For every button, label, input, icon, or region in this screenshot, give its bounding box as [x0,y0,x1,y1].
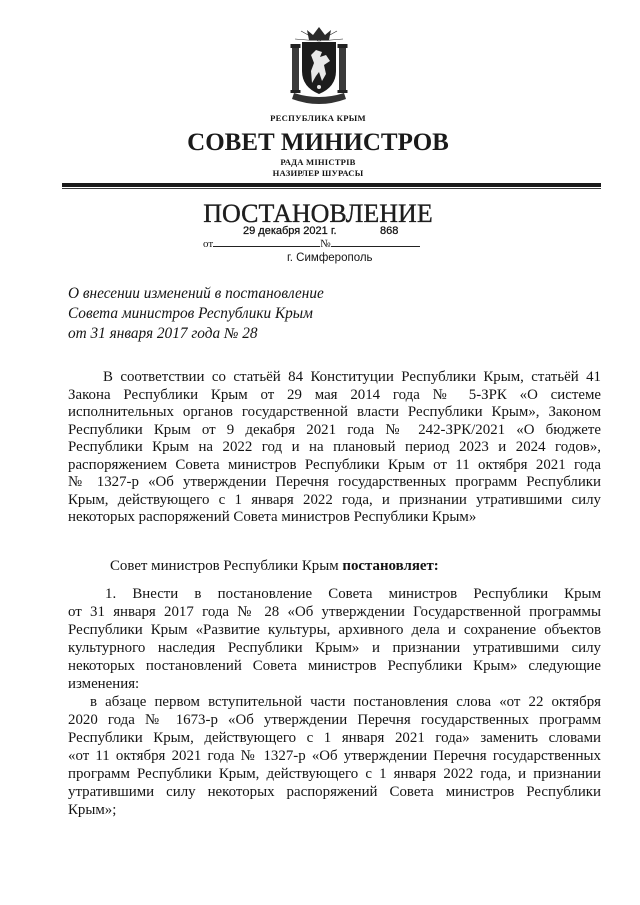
resolution-verb: постановляет: [342,558,439,574]
preamble-line: В соответствии со статьёй 84 Конституции Республики Крым, статьёй 41 [103,369,601,385]
item-1-change-line: в абзаце первом вступительной части постановления слова «от 22 октября [90,694,601,710]
preamble-line: некоторых распоряжений Совета министров Республики Крым» [68,509,477,525]
stamp-number: 868 [380,225,399,237]
from-label: от [203,238,214,250]
number-label: № [320,238,331,250]
item-1-line: изменения: [68,676,140,692]
resolution-lead: Совет министров Республики Крым [110,558,343,574]
preamble-line: Республики Крым на 2022 год и на плановый период 2023 и 2024 годов», [68,439,601,455]
date-blank-line [213,237,320,247]
stamp-date: 29 декабря 2021 г. [243,225,337,237]
subject-line: от 31 января 2017 года № 28 [68,325,258,342]
item-1-change-line: 2020 года № 1673-р «Об утверждении Перечня государственных программ [68,712,601,728]
item-1-line: Республики Крым «Развитие культуры, архивного дела и сохранение объектов [68,622,601,638]
crimea-coat-of-arms-icon [289,25,349,107]
republic-name: РЕСПУБЛИКА КРЫМ [270,113,366,123]
city-name: г. Симферополь [287,252,373,264]
item-1-line: 1. Внести в постановление Совета министров Республики Крым [105,586,601,602]
preamble-line: № 1327-р «Об утверждении Перечня государственных программ Республики [68,474,601,490]
header-rule-thin [62,188,601,189]
preamble-line: распоряжением Совета министров Республики Крым от 11 октября 2021 года [68,456,601,473]
document-type-title: ПОСТАНОВЛЕНИЕ [203,199,433,228]
preamble-line: Республики Крым от 9 декабря 2021 года № 242-ЗРК/2021 «О бюджете [68,421,601,438]
preamble-line: исполнительных органов государственной власти Республики Крым», Законом [68,404,601,420]
item-1 [68,585,601,819]
header-rule [62,183,601,189]
subject-block [68,284,324,344]
resolution-line [110,557,439,575]
item-1-change-line: Крым»; [68,802,117,818]
preamble-line: Закона Республики Крым от 29 мая 2014 года № 5-ЗРК «О системе [68,386,601,403]
preamble-paragraph [68,369,601,527]
item-1-line: некоторых постановлений Совета министров Республики Крым» следующие [68,658,601,674]
item-1-change-line: утратившими силу некоторых распоряжений Совета министров Республики [68,784,601,800]
council-name-crimean-tatar: НАЗИРЛЕР ШУРАСЫ [272,168,364,178]
item-1-line: от 31 января 2017 года № 28 «Об утверждении Государственной программы [68,604,601,620]
item-1-change-line: «от 11 октября 2021 года № 1327-р «Об утверждении Перечня государственных [68,748,601,764]
subject-line: Совета министров Республики Крым [68,305,313,322]
item-1-change-line: Республики Крым, действующего с 1 января 2021 года» заменить словами [68,730,601,746]
date-number-form-line [203,237,420,250]
preamble-line: Крым, действующего с 1 января 2022 года, и признании утратившими силу [68,491,601,508]
number-blank-line [331,237,420,247]
item-1-line: культурного наследия Республики Крым» и признании утратившими силу [68,640,601,656]
council-name: СОВЕТ МИНИСТРОВ [187,129,449,156]
subject-line: О внесении изменений в постановление [68,285,324,302]
council-name-ukrainian: РАДА МІНІСТРІВ [280,157,356,167]
item-1-change-line: программ Республики Крым, действующего с 1 января 2022 года, и признании [68,766,601,782]
